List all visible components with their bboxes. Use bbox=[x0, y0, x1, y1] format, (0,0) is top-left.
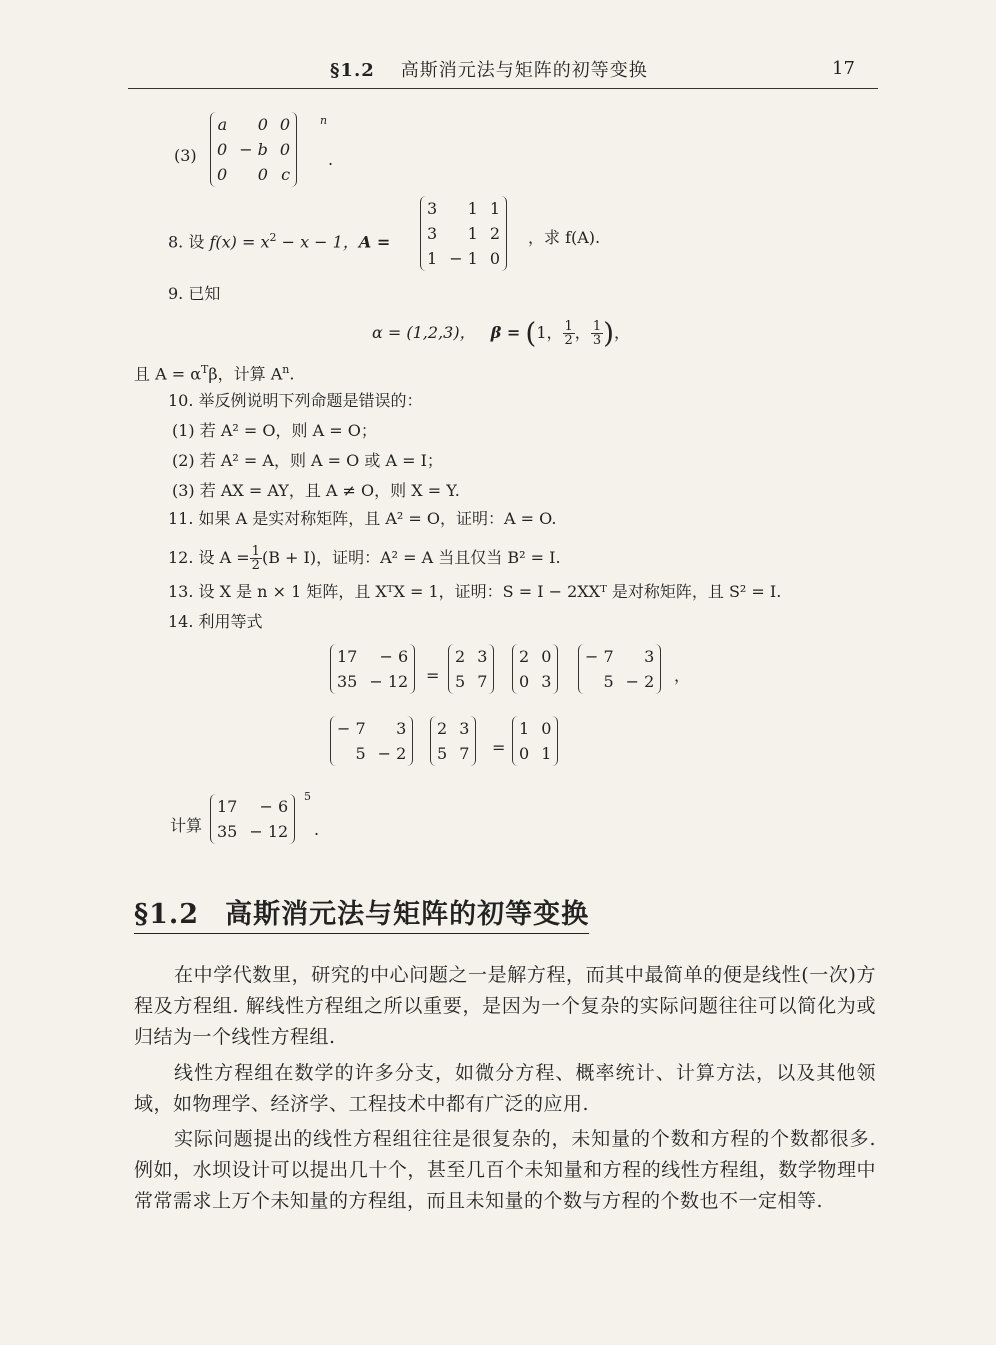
header-rule bbox=[128, 88, 878, 89]
matrix-cell: − 6 bbox=[379, 647, 409, 666]
matrix-cell: 3 bbox=[644, 647, 655, 666]
matrix-cell: − 12 bbox=[249, 822, 289, 841]
problem-9-paren-open: ( bbox=[525, 316, 537, 350]
problem-7-3-label: (3) bbox=[174, 146, 197, 165]
problem-8-text bbox=[168, 228, 390, 252]
eq1-matrix-2 bbox=[448, 644, 494, 694]
problem-12-numerator: 1 bbox=[251, 544, 260, 559]
matrix-cell: 3 bbox=[396, 719, 407, 738]
problem-11: 11. 如果 A 是实对称矩阵，且 A² = O，证明：A = O. bbox=[168, 509, 557, 528]
problem-9-frac-2 bbox=[591, 320, 603, 347]
matrix-cell: − 2 bbox=[377, 744, 407, 763]
matrix-row bbox=[331, 644, 414, 669]
paragraph-1: 在中学代数里，研究的中心问题之一是解方程，而其中最简单的便是线性(一次)方程及方程组. 解线性方程组之所以重要，是因为一个复杂的实际问题往往可以简化为或归结为一个线性方程组. bbox=[134, 964, 876, 1048]
frac-2-numerator: 1 bbox=[592, 319, 602, 334]
matrix-cell: 0 bbox=[217, 165, 228, 184]
running-header bbox=[330, 56, 648, 82]
problem-9-end: ， bbox=[614, 323, 631, 342]
matrix-cell: 3 bbox=[459, 719, 470, 738]
matrix-cell: − 2 bbox=[625, 672, 655, 691]
problem-12-denominator: 2 bbox=[251, 558, 260, 573]
matrix-row bbox=[579, 669, 660, 694]
problem-9-beta-1: 1， bbox=[536, 323, 563, 342]
matrix-cell: 0 bbox=[519, 672, 530, 691]
problem-8-suffix: ，求 f(A). bbox=[528, 228, 601, 247]
problem-12-suffix: (B + I)，证明：A² = A 当且仅当 B² = I. bbox=[261, 548, 561, 567]
problem-13: 13. 设 X 是 n × 1 矩阵，且 XᵀX = 1，证明：S = I − 2XXᵀ 是对称矩阵，且 S² = I. bbox=[168, 582, 782, 601]
header-section-number: §1.2 bbox=[330, 60, 375, 81]
matrix-row bbox=[513, 741, 557, 766]
problem-12 bbox=[168, 545, 561, 572]
problem-8-A-label: A = bbox=[358, 232, 391, 252]
matrix-cell: − 12 bbox=[369, 672, 409, 691]
problem-9-alpha: α = (1,2,3)， bbox=[372, 323, 476, 342]
matrix-cell: 17 bbox=[337, 647, 358, 666]
compute-exponent: 5 bbox=[304, 790, 311, 803]
matrix-cell: − b bbox=[239, 140, 268, 159]
matrix-row bbox=[449, 669, 493, 694]
header-section-title: 高斯消元法与矩阵的初等变换 bbox=[400, 60, 648, 81]
matrix-cell: 0 bbox=[217, 140, 228, 159]
problem-7-3-matrix bbox=[210, 112, 297, 187]
matrix-cell: 2 bbox=[437, 719, 448, 738]
matrix-cell: 1 bbox=[467, 199, 478, 218]
problem-9-paren-close: ) bbox=[603, 316, 615, 350]
eq1-matrix-1 bbox=[330, 644, 415, 694]
matrix-cell: a bbox=[217, 115, 228, 134]
eq2-equals: = bbox=[492, 738, 506, 757]
problem-9-line2-sup: T bbox=[201, 363, 209, 376]
eq1-equals: = bbox=[426, 666, 440, 685]
eq2-matrix-3 bbox=[512, 716, 558, 766]
problem-9-line2-b: β，计算 A bbox=[208, 364, 283, 384]
matrix-row bbox=[513, 669, 557, 694]
problem-9-frac-1 bbox=[563, 320, 575, 347]
matrix-cell: 35 bbox=[217, 822, 238, 841]
matrix-row bbox=[211, 137, 296, 162]
matrix-cell: 0 bbox=[257, 115, 268, 134]
matrix-row bbox=[579, 644, 660, 669]
matrix-cell: − 7 bbox=[337, 719, 366, 738]
matrix-cell: 1 bbox=[427, 249, 438, 268]
matrix-cell: 7 bbox=[477, 672, 488, 691]
problem-7-3-tail: . bbox=[328, 150, 334, 169]
problem-12-prefix: 12. 设 A = bbox=[168, 548, 250, 567]
matrix-row bbox=[513, 644, 557, 669]
matrix-cell: 5 bbox=[455, 672, 466, 691]
problem-8-function-rest: − x − 1， bbox=[276, 232, 359, 252]
section-heading bbox=[134, 892, 589, 934]
problem-8-function: f(x) = x bbox=[209, 232, 270, 252]
problem-9-beta: β = bbox=[490, 323, 521, 342]
compute-matrix bbox=[210, 794, 295, 844]
section-title: 高斯消元法与矩阵的初等变换 bbox=[225, 899, 590, 930]
problem-10-item-1: (1) 若 A² = O，则 A = O； bbox=[172, 421, 377, 440]
matrix-cell: c bbox=[281, 165, 291, 184]
matrix-cell: 5 bbox=[355, 744, 366, 763]
problem-8-sup: 2 bbox=[269, 231, 277, 244]
eq1-matrix-3 bbox=[512, 644, 558, 694]
matrix-row bbox=[431, 716, 475, 741]
problem-8-prefix: 8. 设 bbox=[168, 232, 210, 252]
eq2-matrix-2 bbox=[430, 716, 476, 766]
matrix-cell: 0 bbox=[279, 140, 291, 159]
page-number: 17 bbox=[832, 58, 855, 79]
eq1-end: ， bbox=[674, 666, 691, 685]
paragraph-2: 线性方程组在数学的许多分支，如微分方程、概率统计、计算方法，以及其他领域，如物理学、经济学、工程技术中都有广泛的应用. bbox=[134, 1062, 876, 1115]
problem-9-line2-c: . bbox=[289, 364, 295, 384]
matrix-cell: 0 bbox=[279, 115, 291, 134]
matrix-row bbox=[211, 162, 296, 187]
problem-10-title: 10. 举反例说明下列命题是错误的： bbox=[168, 391, 423, 410]
matrix-cell: 0 bbox=[541, 719, 552, 738]
matrix-cell: 0 bbox=[519, 744, 530, 763]
matrix-cell: 0 bbox=[489, 249, 501, 268]
matrix-row bbox=[211, 819, 294, 844]
matrix-row bbox=[331, 741, 412, 766]
matrix-cell: 1 bbox=[467, 224, 478, 243]
matrix-cell: 0 bbox=[541, 647, 552, 666]
matrix-row bbox=[331, 669, 414, 694]
matrix-cell: − 7 bbox=[585, 647, 614, 666]
frac-1-denominator: 2 bbox=[564, 333, 573, 348]
matrix-row bbox=[421, 196, 506, 221]
matrix-cell: 3 bbox=[477, 647, 488, 666]
matrix-cell: 3 bbox=[541, 672, 552, 691]
matrix-cell: 2 bbox=[489, 224, 501, 243]
compute-end: . bbox=[314, 820, 320, 839]
problem-7-3-exponent: n bbox=[320, 114, 328, 127]
matrix-cell: 17 bbox=[217, 797, 238, 816]
problem-9-line2-a: 且 A = α bbox=[134, 364, 202, 384]
matrix-cell: 5 bbox=[437, 744, 448, 763]
matrix-row bbox=[449, 644, 493, 669]
matrix-cell: 2 bbox=[519, 647, 530, 666]
problem-14-title: 14. 利用等式 bbox=[168, 612, 263, 631]
paragraph-3: 实际问题提出的线性方程组往往是很复杂的，未知量的个数和方程的个数都很多. 例如，水坝设计可以提出几十个，甚至几百个未知量和方程的线性方程组，数学物理中常常需求上万个未知量的方程组，而且未知量的个数与方程的个数也不一定相等. bbox=[134, 1128, 876, 1212]
problem-10-item-2: (2) 若 A² = A，则 A = O 或 A = I； bbox=[172, 451, 443, 470]
problem-10-item-3: (3) 若 AX = AY，且 A ≠ O，则 X = Y. bbox=[172, 481, 460, 500]
problem-8-matrix bbox=[420, 196, 507, 271]
matrix-cell: 0 bbox=[257, 165, 268, 184]
matrix-cell: 7 bbox=[459, 744, 470, 763]
problem-9-line2-sup2: n bbox=[282, 363, 290, 376]
matrix-cell: 2 bbox=[455, 647, 466, 666]
matrix-cell: 1 bbox=[519, 719, 530, 738]
frac-2-denominator: 3 bbox=[592, 333, 602, 348]
matrix-row bbox=[431, 741, 475, 766]
matrix-row bbox=[513, 716, 557, 741]
problem-9-line2 bbox=[134, 360, 294, 384]
problem-9-comma: ， bbox=[574, 323, 591, 342]
matrix-row bbox=[211, 112, 296, 137]
matrix-row bbox=[211, 794, 294, 819]
frac-1-numerator: 1 bbox=[564, 319, 573, 334]
problem-9-prefix: 9. 已知 bbox=[168, 284, 221, 303]
eq1-matrix-4 bbox=[578, 644, 661, 694]
matrix-row bbox=[421, 246, 506, 271]
matrix-cell: − 1 bbox=[449, 249, 478, 268]
problem-12-frac bbox=[250, 545, 262, 572]
matrix-cell: 1 bbox=[489, 199, 501, 218]
eq2-matrix-1 bbox=[330, 716, 413, 766]
matrix-row bbox=[421, 221, 506, 246]
section-number: §1.2 bbox=[134, 899, 200, 930]
problem-9-formula bbox=[372, 316, 631, 350]
compute-label: 计算 bbox=[170, 816, 203, 835]
matrix-cell: 3 bbox=[427, 199, 438, 218]
matrix-cell: 5 bbox=[603, 672, 614, 691]
matrix-cell: 3 bbox=[427, 224, 438, 243]
matrix-cell: 35 bbox=[337, 672, 358, 691]
matrix-cell: − 6 bbox=[259, 797, 289, 816]
matrix-row bbox=[331, 716, 412, 741]
matrix-cell: 1 bbox=[541, 744, 552, 763]
